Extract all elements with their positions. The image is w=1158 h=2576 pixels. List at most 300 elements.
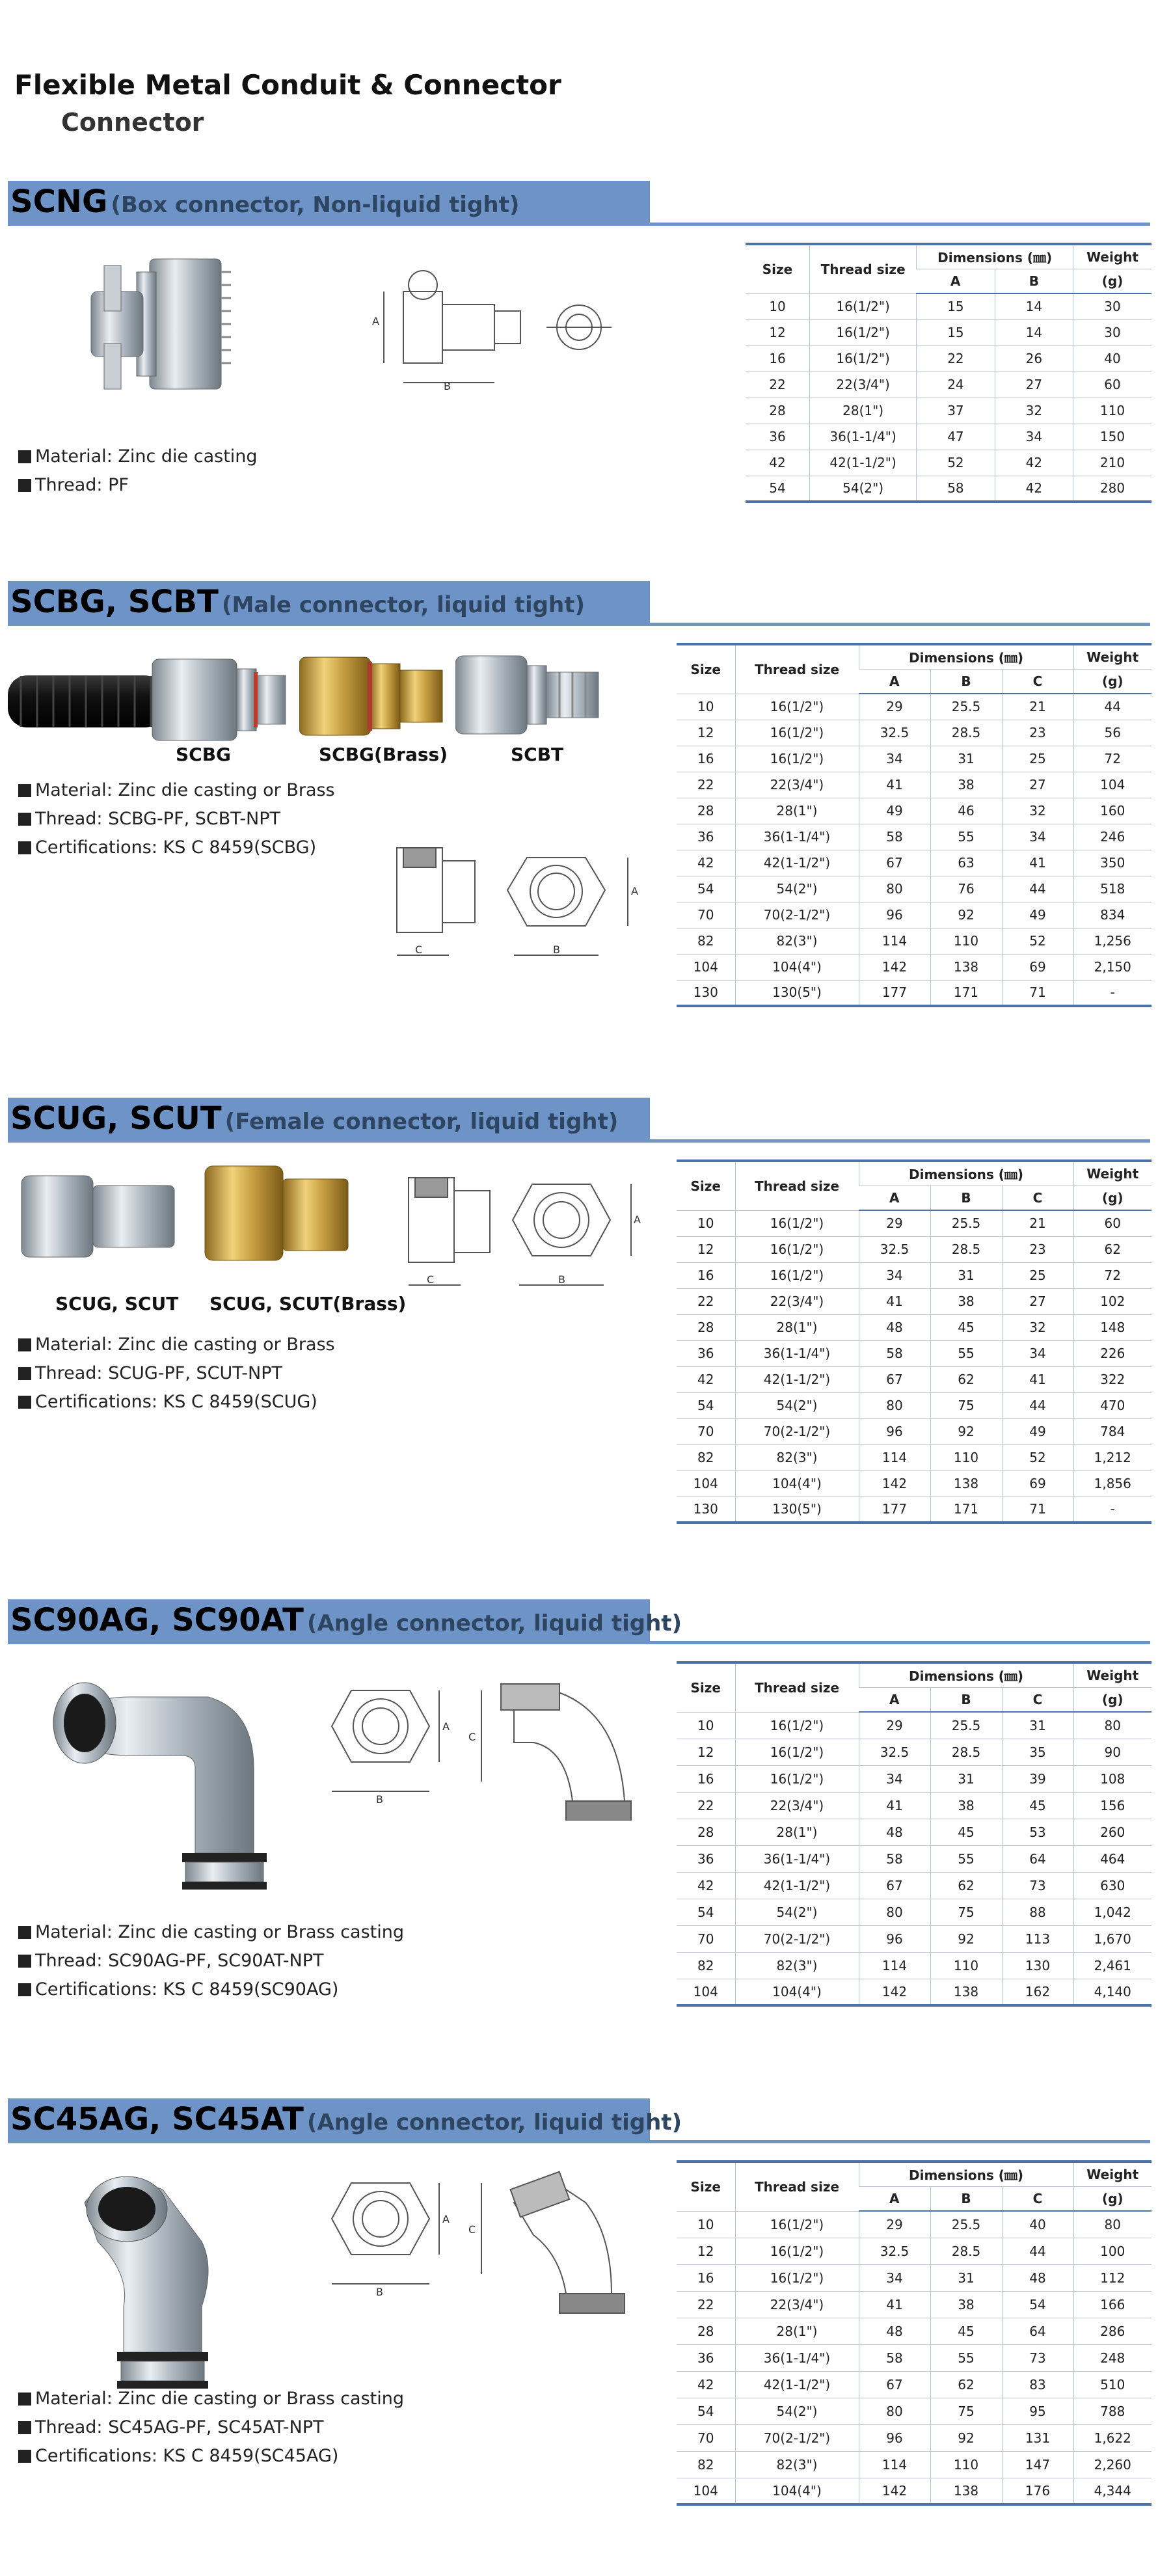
col-weight-unit: (g): [1073, 669, 1151, 694]
table-cell: 52: [1002, 928, 1073, 954]
table-cell: 31: [930, 1262, 1002, 1288]
table-row: [677, 1845, 1151, 1872]
spec-item: Material: Zinc die casting or Brass casting: [18, 1918, 404, 1947]
dimension-label-a: A: [442, 1720, 450, 1733]
table-cell: 12: [746, 319, 810, 346]
table-cell: 110: [1073, 398, 1151, 424]
dimension-label-a: A: [631, 885, 638, 897]
table-row: [677, 876, 1151, 902]
table-cell: 55: [930, 1340, 1002, 1366]
table-cell: 147: [1002, 2451, 1073, 2478]
table-cell: 54(2"): [735, 1392, 859, 1418]
table-cell: 71: [1002, 980, 1073, 1006]
table-cell: 36: [677, 1845, 735, 1872]
dimension-label-c: C: [427, 1273, 435, 1286]
table-cell: 4,140: [1073, 1979, 1151, 2005]
table-cell: 12: [677, 1236, 735, 1262]
section-code: SCUG, SCUT: [10, 1100, 222, 1137]
col-weight-unit: (g): [1073, 2186, 1151, 2211]
table-cell: 92: [930, 902, 1002, 928]
table-cell: 42: [677, 850, 735, 876]
table-cell: 22(3/4"): [735, 772, 859, 798]
table-cell: 1,856: [1073, 1471, 1151, 1497]
dimensions-table: [677, 2160, 1151, 2506]
table-cell: 48: [859, 1314, 930, 1340]
table-cell: 28(1"): [810, 398, 917, 424]
section-rule: [8, 1139, 1150, 1143]
table-cell: 82: [677, 1444, 735, 1471]
table-row: [677, 1819, 1151, 1845]
table-cell: 88: [1002, 1899, 1073, 1925]
table-cell: 75: [930, 2398, 1002, 2424]
product-photo-scbg-brass: [299, 654, 449, 739]
table-cell: 58: [859, 1845, 930, 1872]
bullet-square-icon: [18, 1338, 31, 1351]
section-code: SC45AG, SC45AT: [10, 2101, 304, 2137]
table-row: [677, 720, 1151, 746]
table-cell: -: [1073, 1497, 1151, 1523]
table-cell: 62: [930, 2371, 1002, 2398]
table-cell: 34: [995, 424, 1073, 450]
table-cell: 25: [1002, 746, 1073, 772]
table-cell: 82: [677, 1952, 735, 1979]
col-thread: Thread size: [810, 244, 917, 293]
table-cell: 22: [677, 2291, 735, 2318]
col-b: B: [930, 1687, 1002, 1712]
table-cell: 73: [1002, 2344, 1073, 2371]
table-cell: 16(1/2"): [735, 720, 859, 746]
table-cell: 36(1-1/4"): [735, 1845, 859, 1872]
table-cell: 15: [917, 293, 995, 319]
table-cell: 72: [1073, 1262, 1151, 1288]
bullet-square-icon: [18, 2393, 31, 2406]
table-cell: 82(3"): [735, 1444, 859, 1471]
table-cell: 96: [859, 2424, 930, 2451]
table-cell: 150: [1073, 424, 1151, 450]
table-cell: 70(2-1/2"): [735, 1418, 859, 1444]
col-size: Size: [677, 1161, 735, 1210]
table-cell: 32: [1002, 798, 1073, 824]
bullet-square-icon: [18, 1955, 31, 1968]
photo-label: SCBT: [511, 744, 564, 765]
photo-label: SCBG: [176, 744, 232, 765]
table-row: [677, 1210, 1151, 1236]
table-row: [677, 772, 1151, 798]
table-cell: 177: [859, 980, 930, 1006]
table-cell: 22: [917, 346, 995, 372]
dimension-drawing: [371, 252, 618, 398]
table-row: [746, 372, 1151, 398]
table-cell: 12: [677, 1739, 735, 1765]
table-cell: 104: [677, 1471, 735, 1497]
table-cell: 31: [930, 1765, 1002, 1792]
table-cell: 36(1-1/4"): [735, 824, 859, 850]
table-cell: 260: [1073, 1819, 1151, 1845]
table-cell: 70: [677, 2424, 735, 2451]
table-row: [677, 2371, 1151, 2398]
spec-item: Material: Zinc die casting or Brass: [18, 1331, 335, 1359]
table-cell: 28.5: [930, 720, 1002, 746]
table-cell: 38: [930, 2291, 1002, 2318]
table-cell: 16(1/2"): [735, 2211, 859, 2238]
table-cell: 62: [930, 1366, 1002, 1392]
table-cell: 322: [1073, 1366, 1151, 1392]
table-cell: 16(1/2"): [735, 1739, 859, 1765]
table-row: [677, 1418, 1151, 1444]
table-cell: 34: [1002, 1340, 1073, 1366]
table-cell: 130: [1002, 1952, 1073, 1979]
table-cell: 130(5"): [735, 980, 859, 1006]
section-description: (Male connector, liquid tight): [221, 592, 586, 618]
table-cell: 75: [930, 1392, 1002, 1418]
table-cell: 48: [1002, 2264, 1073, 2291]
table-cell: 42: [746, 450, 810, 476]
table-row: [677, 2318, 1151, 2344]
table-cell: 22: [677, 772, 735, 798]
table-row: [677, 1952, 1151, 1979]
table-cell: 27: [1002, 772, 1073, 798]
table-cell: 56: [1073, 720, 1151, 746]
table-cell: 25.5: [930, 2211, 1002, 2238]
table-cell: 54(2"): [735, 2398, 859, 2424]
table-row: [746, 450, 1151, 476]
table-cell: 32: [1002, 1314, 1073, 1340]
table-cell: 28: [677, 1819, 735, 1845]
table-cell: 42(1-1/2"): [735, 2371, 859, 2398]
specs-list: [18, 1331, 335, 1417]
table-cell: 35: [1002, 1739, 1073, 1765]
table-cell: 36: [677, 2344, 735, 2371]
table-cell: 34: [859, 1765, 930, 1792]
page-title: Flexible Metal Conduit & Connector: [14, 69, 561, 101]
table-cell: 130: [677, 1497, 735, 1523]
table-cell: 92: [930, 1418, 1002, 1444]
section-rule: [8, 223, 1150, 226]
product-photo-scng: [85, 246, 234, 402]
table-cell: 47: [917, 424, 995, 450]
table-cell: 82(3"): [735, 1952, 859, 1979]
table-cell: 113: [1002, 1925, 1073, 1952]
table-cell: 82(3"): [735, 2451, 859, 2478]
table-cell: 80: [859, 1392, 930, 1418]
table-cell: 80: [859, 2398, 930, 2424]
table-cell: 16: [677, 1765, 735, 1792]
table-cell: 55: [930, 824, 1002, 850]
section-heading: [10, 584, 585, 620]
table-cell: 42(1-1/2"): [735, 1366, 859, 1392]
section-heading: [10, 1100, 618, 1137]
table-cell: 15: [917, 319, 995, 346]
bullet-square-icon: [18, 450, 31, 463]
section-heading: [10, 2101, 682, 2137]
col-thread: Thread size: [735, 2162, 859, 2211]
table-cell: 142: [859, 1471, 930, 1497]
table-cell: 42: [995, 450, 1073, 476]
table-cell: 95: [1002, 2398, 1073, 2424]
table-row: [677, 1739, 1151, 1765]
table-cell: 22(3/4"): [810, 372, 917, 398]
spec-item: Thread: SC90AG-PF, SC90AT-NPT: [18, 1947, 404, 1975]
col-weight-unit: (g): [1073, 1687, 1151, 1712]
table-cell: 630: [1073, 1872, 1151, 1899]
table-cell: 156: [1073, 1792, 1151, 1819]
table-cell: 4,344: [1073, 2478, 1151, 2504]
col-size: Size: [677, 644, 735, 694]
table-cell: 28: [677, 2318, 735, 2344]
table-cell: 104: [677, 1979, 735, 2005]
table-cell: 26: [995, 346, 1073, 372]
table-cell: 142: [859, 1979, 930, 2005]
table-cell: 16(1/2"): [810, 293, 917, 319]
table-cell: 54: [677, 1392, 735, 1418]
table-cell: 16(1/2"): [735, 1262, 859, 1288]
table-cell: 42: [677, 1872, 735, 1899]
table-cell: 73: [1002, 1872, 1073, 1899]
table-row: [677, 2211, 1151, 2238]
table-cell: 102: [1073, 1288, 1151, 1314]
col-weight: Weight: [1073, 1662, 1151, 1687]
col-c: C: [1002, 669, 1073, 694]
table-cell: 784: [1073, 1418, 1151, 1444]
bullet-square-icon: [18, 1396, 31, 1409]
table-row: [677, 2344, 1151, 2371]
section-description: (Angle connector, liquid tight): [306, 2109, 682, 2135]
bullet-square-icon: [18, 841, 31, 854]
table-cell: 96: [859, 1418, 930, 1444]
col-weight: Weight: [1073, 644, 1151, 669]
col-b: B: [930, 669, 1002, 694]
table-cell: 22: [746, 372, 810, 398]
col-weight-unit: (g): [1073, 269, 1151, 293]
table-cell: 48: [859, 1819, 930, 1845]
table-cell: 176: [1002, 2478, 1073, 2504]
table-row: [677, 2451, 1151, 2478]
col-c: C: [1002, 2186, 1073, 2211]
col-thread: Thread size: [735, 1161, 859, 1210]
col-weight-unit: (g): [1073, 1186, 1151, 1210]
table-cell: 55: [930, 1845, 1002, 1872]
table-row: [677, 2264, 1151, 2291]
table-row: [677, 1392, 1151, 1418]
table-cell: 82(3"): [735, 928, 859, 954]
table-row: [677, 1236, 1151, 1262]
table-cell: 41: [859, 2291, 930, 2318]
bullet-square-icon: [18, 2450, 31, 2463]
table-cell: 54(2"): [810, 476, 917, 502]
table-cell: 29: [859, 1712, 930, 1739]
table-cell: 171: [930, 1497, 1002, 1523]
col-c: C: [1002, 1687, 1073, 1712]
bullet-square-icon: [18, 1983, 31, 1996]
table-cell: 72: [1073, 746, 1151, 772]
section-rule: [8, 623, 1150, 626]
table-cell: 82: [677, 928, 735, 954]
table-row: [746, 398, 1151, 424]
table-cell: 16(1/2"): [735, 694, 859, 720]
table-cell: 67: [859, 2371, 930, 2398]
table-cell: 518: [1073, 876, 1151, 902]
table-cell: 34: [1002, 824, 1073, 850]
table-cell: 49: [1002, 902, 1073, 928]
col-size: Size: [677, 1662, 735, 1712]
table-cell: 41: [859, 1288, 930, 1314]
col-c: C: [1002, 1186, 1073, 1210]
table-cell: 36: [677, 824, 735, 850]
table-cell: 80: [859, 876, 930, 902]
dimension-label-c: C: [468, 2223, 476, 2236]
table-cell: 14: [995, 293, 1073, 319]
section-code: SCBG, SCBT: [10, 584, 219, 620]
table-cell: 49: [859, 798, 930, 824]
col-dimensions: Dimensions (㎜): [859, 644, 1073, 669]
table-cell: 83: [1002, 2371, 1073, 2398]
dimension-drawing: [319, 1671, 657, 1823]
table-row: [677, 1444, 1151, 1471]
bullet-square-icon: [18, 2421, 31, 2434]
table-cell: 58: [859, 2344, 930, 2371]
table-cell: 25: [1002, 1262, 1073, 1288]
table-row: [746, 293, 1151, 319]
table-cell: 16(1/2"): [735, 2238, 859, 2264]
table-cell: 21: [1002, 694, 1073, 720]
table-cell: 60: [1073, 1210, 1151, 1236]
table-cell: 45: [930, 1819, 1002, 1845]
spec-item: Thread: SC45AG-PF, SC45AT-NPT: [18, 2413, 404, 2442]
spec-item: Material: Zinc die casting or Brass casting: [18, 2385, 404, 2413]
col-thread: Thread size: [735, 1662, 859, 1712]
table-cell: 28: [677, 798, 735, 824]
table-cell: 38: [930, 1792, 1002, 1819]
table-cell: 32.5: [859, 1739, 930, 1765]
dimension-label-b: B: [553, 943, 560, 956]
table-cell: 16(1/2"): [735, 1765, 859, 1792]
spec-item: Certifications: KS C 8459(SCUG): [18, 1388, 335, 1417]
spec-item: Material: Zinc die casting or Brass: [18, 776, 335, 805]
table-cell: 246: [1073, 824, 1151, 850]
table-row: [677, 850, 1151, 876]
table-cell: 24: [917, 372, 995, 398]
table-cell: 28.5: [930, 1236, 1002, 1262]
product-photo-scug: [18, 1169, 181, 1260]
table-row: [677, 798, 1151, 824]
table-cell: 41: [1002, 1366, 1073, 1392]
table-row: [746, 346, 1151, 372]
col-a: A: [917, 269, 995, 293]
table-cell: 131: [1002, 2424, 1073, 2451]
table-cell: 36: [746, 424, 810, 450]
table-cell: 42: [677, 2371, 735, 2398]
table-cell: 138: [930, 1979, 1002, 2005]
table-cell: 80: [1073, 2211, 1151, 2238]
specs-list: [18, 2385, 404, 2471]
table-cell: 2,260: [1073, 2451, 1151, 2478]
table-row: [677, 902, 1151, 928]
table-cell: 45: [1002, 1792, 1073, 1819]
section-rule: [8, 2140, 1150, 2143]
col-size: Size: [677, 2162, 735, 2211]
table-cell: 160: [1073, 798, 1151, 824]
table-row: [677, 1765, 1151, 1792]
table-cell: 54(2"): [735, 1899, 859, 1925]
table-cell: 75: [930, 1899, 1002, 1925]
dimension-label-c: C: [415, 943, 423, 956]
table-cell: 16: [677, 1262, 735, 1288]
table-cell: 42(1-1/2"): [735, 1872, 859, 1899]
table-cell: 28(1"): [735, 2318, 859, 2344]
col-b: B: [930, 2186, 1002, 2211]
table-cell: 22(3/4"): [735, 2291, 859, 2318]
col-weight: Weight: [1073, 244, 1151, 269]
table-cell: 28(1"): [735, 1819, 859, 1845]
table-cell: 16: [677, 746, 735, 772]
table-cell: 32.5: [859, 1236, 930, 1262]
table-cell: 110: [930, 2451, 1002, 2478]
table-cell: 1,670: [1073, 1925, 1151, 1952]
table-cell: -: [1073, 980, 1151, 1006]
table-cell: 110: [930, 928, 1002, 954]
bullet-square-icon: [18, 479, 31, 492]
table-cell: 29: [859, 1210, 930, 1236]
table-cell: 16(1/2"): [735, 1712, 859, 1739]
table-cell: 44: [1073, 694, 1151, 720]
table-cell: 46: [930, 798, 1002, 824]
table-cell: 25.5: [930, 1210, 1002, 1236]
table-row: [677, 928, 1151, 954]
table-cell: 130(5"): [735, 1497, 859, 1523]
bullet-square-icon: [18, 1367, 31, 1380]
dimension-label-a: A: [634, 1213, 641, 1226]
table-cell: 40: [1002, 2211, 1073, 2238]
table-cell: 10: [677, 694, 735, 720]
table-cell: 788: [1073, 2398, 1151, 2424]
table-cell: 32.5: [859, 720, 930, 746]
col-thread: Thread size: [735, 644, 859, 694]
table-cell: 28(1"): [735, 798, 859, 824]
table-row: [677, 2238, 1151, 2264]
dimensions-table: [677, 1661, 1151, 2007]
table-cell: 10: [677, 1210, 735, 1236]
table-cell: 1,212: [1073, 1444, 1151, 1471]
table-cell: 36(1-1/4"): [810, 424, 917, 450]
table-row: [746, 319, 1151, 346]
table-cell: 67: [859, 1366, 930, 1392]
table-cell: 28.5: [930, 2238, 1002, 2264]
table-cell: 96: [859, 902, 930, 928]
table-cell: 40: [1073, 346, 1151, 372]
table-cell: 48: [859, 2318, 930, 2344]
product-photo-scbt: [455, 653, 605, 737]
table-row: [677, 1925, 1151, 1952]
table-row: [677, 1792, 1151, 1819]
section-code: SC90AG, SC90AT: [10, 1602, 304, 1638]
spec-item: Certifications: KS C 8459(SC45AG): [18, 2442, 404, 2471]
table-cell: 104(4"): [735, 1471, 859, 1497]
table-cell: 27: [995, 372, 1073, 398]
col-a: A: [859, 669, 930, 694]
table-cell: 138: [930, 1471, 1002, 1497]
table-cell: 22(3/4"): [735, 1792, 859, 1819]
table-cell: 104: [677, 2478, 735, 2504]
table-cell: 10: [746, 293, 810, 319]
page-subtitle: Connector: [61, 108, 204, 137]
table-cell: 80: [859, 1899, 930, 1925]
table-cell: 210: [1073, 450, 1151, 476]
table-cell: 10: [677, 1712, 735, 1739]
table-cell: 67: [859, 850, 930, 876]
table-cell: 130: [677, 980, 735, 1006]
col-b: B: [930, 1186, 1002, 1210]
photo-label: SCBG(Brass): [319, 744, 448, 765]
